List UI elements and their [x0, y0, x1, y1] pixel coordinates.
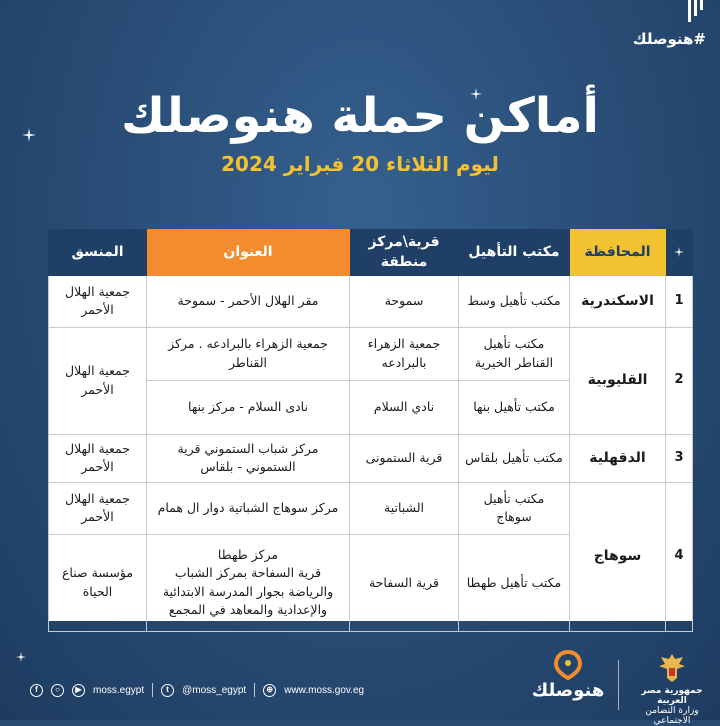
office-cell: مكتب تأهيل سوهاج — [459, 482, 570, 534]
locations-table — [48, 229, 692, 621]
address-line: والرياضة بجوار المدرسة الابتدائية — [162, 583, 334, 599]
ministry-name: وزارة التضامن الاجتماعي — [645, 706, 699, 726]
office-cell: مكتب تأهيل بنها — [459, 380, 570, 434]
coordinator-cell: مؤسسة صناع الحياة — [49, 534, 147, 631]
address-cell: مركز سوهاج الشباتية دوار ال همام — [147, 482, 350, 534]
twitter-icon[interactable]: t — [161, 684, 174, 697]
row-number: 4 — [666, 482, 693, 631]
eagle-emblem-icon — [657, 652, 687, 684]
table-header-row — [49, 230, 693, 276]
address-cell — [147, 534, 350, 631]
coordinator-cell: جمعية الهلال الأحمر — [49, 434, 147, 482]
governorate-cell: الدقهلية — [570, 434, 666, 482]
table-row — [49, 434, 693, 482]
twitter-handle[interactable]: @moss_egypt — [182, 684, 247, 696]
globe-icon: ⊕ — [263, 684, 276, 697]
address-cell: مقر الهلال الأحمر - سموحة — [147, 275, 350, 327]
ministry-country: جمهورية مصر العربية — [641, 686, 703, 706]
village-cell: نادي السلام — [350, 380, 459, 434]
village-cell: جمعية الزهراء بالبرادعه — [350, 327, 459, 380]
address-line: قرية السفاحة بمركز الشباب — [174, 565, 322, 581]
pin-logo-icon — [548, 650, 588, 680]
brand-name: هنوصلك — [531, 680, 605, 701]
table-row — [49, 327, 693, 380]
village-cell: قرية السفاحة — [350, 534, 459, 631]
coordinator-cell: جمعية الهلال الأحمر — [49, 327, 147, 434]
office-cell: مكتب تأهيل القناطر الخيرية — [459, 327, 570, 380]
website-link[interactable]: www.moss.gov.eg — [284, 684, 365, 696]
governorate-cell: الاسكندرية — [570, 275, 666, 327]
facebook-icon[interactable]: f — [30, 684, 43, 697]
header-governorate: المحافظة — [570, 230, 666, 276]
header-coordinator: المنسق — [49, 230, 147, 276]
row-number: 3 — [666, 434, 693, 482]
facebook-handle[interactable]: moss.egypt — [93, 684, 145, 696]
governorate-cell: القليوبية — [570, 327, 666, 434]
row-number: 1 — [666, 275, 693, 327]
address-cell: مركز شباب الستموني قرية الستموني - بلقاس — [147, 434, 350, 482]
page-title: أماكن حملة هنوصلك — [121, 88, 599, 144]
youtube-icon[interactable]: ▶ — [72, 684, 85, 697]
corner-bars-icon — [686, 0, 706, 24]
sparkle-icon — [666, 230, 693, 276]
governorate-cell: سوهاج — [570, 482, 666, 631]
ministry-logo — [628, 650, 716, 726]
sparkle-icon — [16, 652, 26, 662]
divider — [618, 660, 619, 710]
header-address: العنوان — [147, 230, 350, 276]
table-row — [49, 482, 693, 534]
address-line: مركز طهطا — [217, 547, 279, 563]
address-line: والإعدادية والمعاهد في المجمع — [168, 601, 328, 617]
table-row — [49, 275, 693, 327]
address-cell: جمعية الزهراء بالبرادعه . مركز القناطر — [147, 327, 350, 380]
address-cell: نادى السلام - مركز بنها — [147, 380, 350, 434]
village-cell: الشباتية — [350, 482, 459, 534]
honoselk-logo — [528, 650, 608, 714]
coordinator-cell: جمعية الهلال الأحمر — [49, 482, 147, 534]
row-number: 2 — [666, 327, 693, 434]
divider — [152, 683, 153, 697]
footer-social — [30, 680, 364, 700]
hashtag: #هنوصلك — [632, 30, 706, 48]
village-cell: قرية الستمونى — [350, 434, 459, 482]
page-subtitle: ليوم الثلاثاء 20 فبراير 2024 — [221, 152, 499, 176]
office-cell: مكتب تأهيل بلقاس — [459, 434, 570, 482]
instagram-icon[interactable]: ○ — [51, 684, 64, 697]
village-cell: سموحة — [350, 275, 459, 327]
office-cell: مكتب تأهيل طهطا — [459, 534, 570, 631]
divider — [254, 683, 255, 697]
office-cell: مكتب تأهيل وسط — [459, 275, 570, 327]
header-office: مكتب التأهيل — [459, 230, 570, 276]
coordinator-cell: جمعية الهلال الأحمر — [49, 275, 147, 327]
header-village: قرية\مركز منطقة — [350, 230, 459, 276]
